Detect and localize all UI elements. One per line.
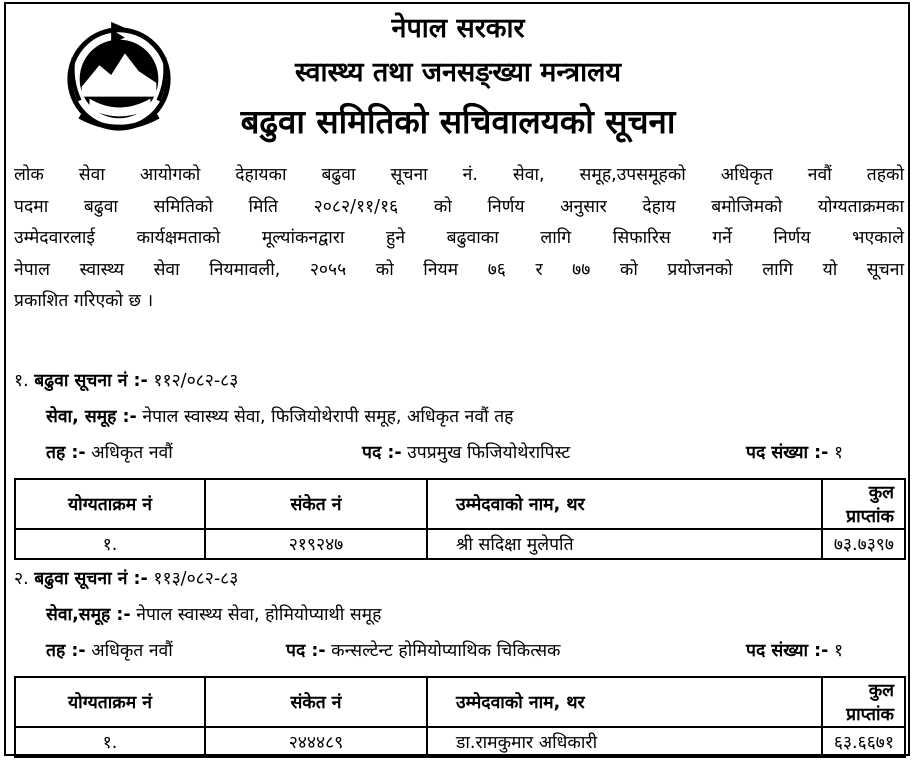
notice-serial: २.: [14, 569, 29, 589]
result-table-1: [14, 478, 906, 560]
service-row-2: [46, 602, 381, 626]
notice-label: बढुवा सूचना नं :-: [34, 371, 148, 391]
notice-number: ११२/०८२-८३: [153, 371, 239, 391]
code-cell: २१९२४७: [205, 529, 427, 559]
post-value: उपप्रमुख फिजियोथेरापिस्ट: [407, 443, 571, 463]
name-cell: श्री सदिक्षा मुलेपति: [427, 529, 822, 559]
code-cell: २४४४८९: [205, 727, 427, 757]
service-label: सेवा,समूह :-: [46, 605, 131, 625]
level-row-1: [46, 440, 173, 464]
notice-title: बढुवा समितिको सचिवालयको सूचना: [240, 102, 676, 141]
result-table-2: [14, 676, 906, 758]
col-rank-header: योग्यताक्रम नं: [15, 479, 205, 529]
notice-number: ११३/०८२-८३: [153, 569, 239, 589]
notice-header: [0, 0, 916, 160]
table-row: [15, 529, 905, 559]
post-count-label: पद संख्या :-: [746, 641, 829, 661]
intro-line: उम्मेदवारलाई कार्यक्षमताको मूल्यांकनद्वारा हुने बढुवाका लागि सिफारिस गर्ने निर्णय भएकाले: [14, 228, 904, 248]
post-count-row-2: [746, 638, 843, 662]
service-row-1: [46, 404, 513, 428]
col-rank-header: योग्यताक्रम नं: [15, 677, 205, 727]
col-code-header: संकेत नं: [205, 479, 427, 529]
post-row-1: [362, 440, 570, 464]
level-label: तह :-: [46, 443, 86, 463]
col-code-header: संकेत नं: [205, 677, 427, 727]
intro-line: पदमा बढुवा समितिको मिति २०८२/११/१६ को निर्णय अनुसार देहाय बमोजिमको योग्यताक्रमका: [14, 196, 904, 217]
government-title: नेपाल सरकार: [391, 13, 525, 44]
table-row: [15, 727, 905, 757]
post-row-2: [286, 638, 560, 662]
ministry-title: स्वास्थ्य तथा जनसङ्ख्या मन्त्रालय: [294, 57, 622, 88]
intro-line: प्रकाशित गरिएको छ ।: [14, 291, 154, 311]
level-value: अधिकृत नवौं: [91, 641, 173, 661]
intro-line: नेपाल स्वास्थ्य सेवा नियमावली, २०५५ को नियम ७६ र ७७ को प्रयोजनको लागि यो सूचना: [14, 259, 904, 280]
intro-line: लोक सेवा आयोगको देहायका बढुवा सूचना नं. सेवा, समूह,उपसमूहको अधिकृत नवौं तहको: [14, 165, 904, 185]
level-label: तह :-: [46, 641, 86, 661]
table-header-row: [15, 479, 905, 529]
rank-cell: १.: [15, 529, 205, 559]
service-label: सेवा, समूह :-: [46, 407, 137, 427]
level-value: अधिकृत नवौं: [91, 443, 173, 463]
col-score-header: कुल प्राप्तांक: [822, 677, 905, 727]
post-count-label: पद संख्या :-: [746, 443, 829, 463]
notice-label: बढुवा सूचना नं :-: [34, 569, 148, 589]
post-count-row-1: [746, 440, 843, 464]
name-cell: डा.रामकुमार अधिकारी: [427, 727, 822, 757]
service-value: नेपाल स्वास्थ्य सेवा, फिजियोथेरापी समूह, अधिकृत नवौं तह: [142, 407, 514, 427]
score-cell: ७३.७३९७: [822, 529, 905, 559]
col-name-header: उम्मेदवाको नाम, थर: [427, 479, 822, 529]
table-header-row: [15, 677, 905, 727]
intro-paragraph: [14, 160, 904, 318]
notice-heading-2: [14, 566, 238, 590]
service-value: नेपाल स्वास्थ्य सेवा, होमियोप्याथी समूह: [136, 605, 382, 625]
post-label: पद :-: [362, 443, 402, 463]
post-value: कन्सल्टेन्ट होमियोप्याथिक चिकित्सक: [331, 641, 561, 661]
notice-serial: १.: [14, 371, 29, 391]
notice-heading-1: [14, 368, 238, 392]
post-count-value: १: [834, 443, 844, 463]
col-name-header: उम्मेदवाको नाम, थर: [427, 677, 822, 727]
post-count-value: १: [834, 641, 844, 661]
col-score-header: कुल प्राप्तांक: [822, 479, 905, 529]
post-label: पद :-: [286, 641, 326, 661]
level-row-2: [46, 638, 173, 662]
score-cell: ६३.६६७१: [822, 727, 905, 757]
rank-cell: १.: [15, 727, 205, 757]
